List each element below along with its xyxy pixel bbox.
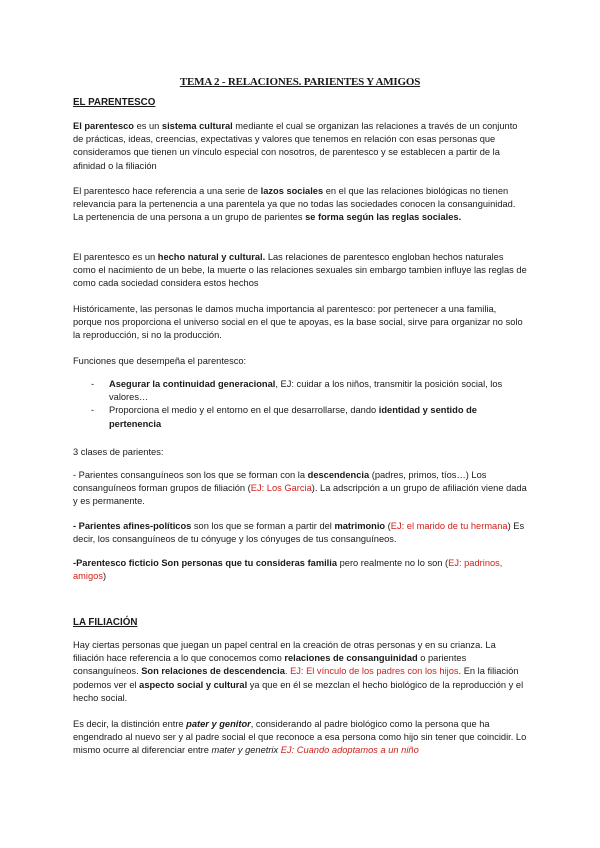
text: El parentesco hace referencia a una serie de <box>73 186 261 196</box>
bold-text: descendencia <box>307 470 370 480</box>
bold-text: Son relaciones de descendencia <box>141 666 285 677</box>
bold-text: lazos sociales <box>260 186 324 196</box>
text: es un <box>133 121 162 131</box>
paragraph <box>73 120 527 173</box>
text: . En la filiación podemos ver el <box>73 666 519 690</box>
text: mediante el cual se organizan las relaciones a través de un conjunto de prácticas, ideas, creencias, expectativas y valores que tenemos en relación con esas personas que consideramos que tienen un vínculo especial con nosotros, de parentesco y se establecen a partir de la afinidad o la filiación <box>73 121 518 171</box>
paragraph <box>73 355 527 368</box>
text: ) Es decir, los consanguíneos de tu cónyuge y los cónyuges de tus consanguíneos. <box>73 521 525 545</box>
text: - Parientes consanguíneos son los que se forman con la <box>73 470 308 480</box>
text: ). La adscripción a un grupo de afiliación viene dada y es permanente. <box>73 483 527 507</box>
text: Funciones que desempeña el parentesco: <box>73 356 247 366</box>
bold-text: Son personas que tu consideras familia <box>161 558 338 568</box>
text: ya que en él se mezclan el hecho biológico de la reproducción y el hecho social. <box>73 679 524 703</box>
text: Proporciona el medio y el entorno en el que desarrollarse, dando <box>109 405 379 416</box>
italic-text: mater y genetrix <box>211 745 279 756</box>
list-dash: - <box>91 379 95 389</box>
text: ) <box>102 571 107 582</box>
section-heading: LA FILIACIÓN <box>73 617 138 628</box>
section-filiacion <box>73 616 527 630</box>
bold-text: - Parientes afines-políticos <box>73 521 192 531</box>
text: ( <box>385 521 391 531</box>
bold-text: El parentesco <box>73 121 134 131</box>
paragraph <box>73 185 527 225</box>
text: en el que las relaciones biológicas no tienen relevancia para la pertenencia a una parentela ya que no todas las sociedades conocen la consanguinidad. La pertenencia de una persona a un grupo de parientes <box>73 186 516 223</box>
example-text: EJ: Los Garcia <box>250 483 312 494</box>
bold-text: Asegurar la continuidad generacional <box>109 379 276 389</box>
bold-text: relaciones de consanguinidad <box>284 653 418 664</box>
text: , considerando al padre biológico como la persona que ha engendrado al nuevo ser y al padre social el que reconoce a esa persona como hijo sin tener que coincidir. Lo mismo ocurre al diferenciar entre <box>73 719 527 756</box>
text: pero realmente no lo son ( <box>337 558 449 568</box>
bold-italic-text: pater y genitor <box>186 719 251 729</box>
list-dash: - <box>91 405 95 416</box>
text: . <box>284 666 291 677</box>
section-parentesco <box>73 96 527 110</box>
paragraph <box>73 639 527 705</box>
bold-text: hecho natural y cultural. <box>157 252 266 262</box>
text: Históricamente, las personas le damos mucha importancia al parentesco: por pertenecer a una familia, porque nos proporciona el universo social en el que te apoyas, es la base social, sirve para organizar no solo la reproducción, si no la producción. <box>73 304 523 341</box>
text: Hay ciertas personas que juegan un papel central en la creación de otras personas y en su crianza. La filiación hace referencia a lo que conocemos como <box>73 640 496 664</box>
paragraph <box>73 303 527 343</box>
bold-text: identidad y sentido de pertenencia <box>109 405 477 429</box>
paragraph <box>73 557 527 583</box>
paragraph <box>73 446 527 459</box>
text: 3 clases de parientes: <box>73 447 164 457</box>
text: (padres, primos, tíos…) Los consanguíneos forman grupos de filiación ( <box>73 470 487 494</box>
bold-text: -Parentesco ficticio <box>73 558 159 568</box>
paragraph <box>73 718 527 758</box>
text: son los que se forman a partir del <box>191 521 335 531</box>
paragraph <box>73 520 527 546</box>
example-text: EJ: El vínculo de los padres con los hijos <box>290 666 459 677</box>
page-title: TEMA 2 - RELACIONES. PARIENTES Y AMIGOS <box>179 76 421 88</box>
text: Las relaciones de parentesco engloban hechos naturales como el nacimiento de un bebe, la muerte o las relaciones sexuales sin embargo tambien influye las reglas de como cada sociedad considera estos hechos <box>73 252 527 289</box>
list-item <box>73 404 527 430</box>
example-text: EJ: el marido de tu hermana <box>390 521 508 531</box>
paragraph <box>73 251 527 291</box>
example-text: EJ: Cuando adoptamos a un niño <box>280 745 419 756</box>
bold-text: matrimonio <box>334 521 386 531</box>
text: Es decir, la distinción entre <box>73 719 187 729</box>
text: o parientes consanguíneos. <box>73 653 467 677</box>
functions-list <box>73 378 527 431</box>
text: , EJ: cuidar a los niños, transmitir la posición social, los valores… <box>109 379 503 403</box>
text: El parentesco es un <box>73 252 158 262</box>
bold-text: sistema cultural <box>161 121 233 131</box>
list-item <box>73 378 527 404</box>
section-heading: EL PARENTESCO <box>73 97 156 108</box>
example-text: EJ: padrinos, amigos <box>73 558 503 582</box>
paragraph <box>73 469 527 509</box>
bold-text: aspecto social y cultural <box>139 679 248 690</box>
bold-text: se forma según las reglas sociales. <box>305 212 462 223</box>
